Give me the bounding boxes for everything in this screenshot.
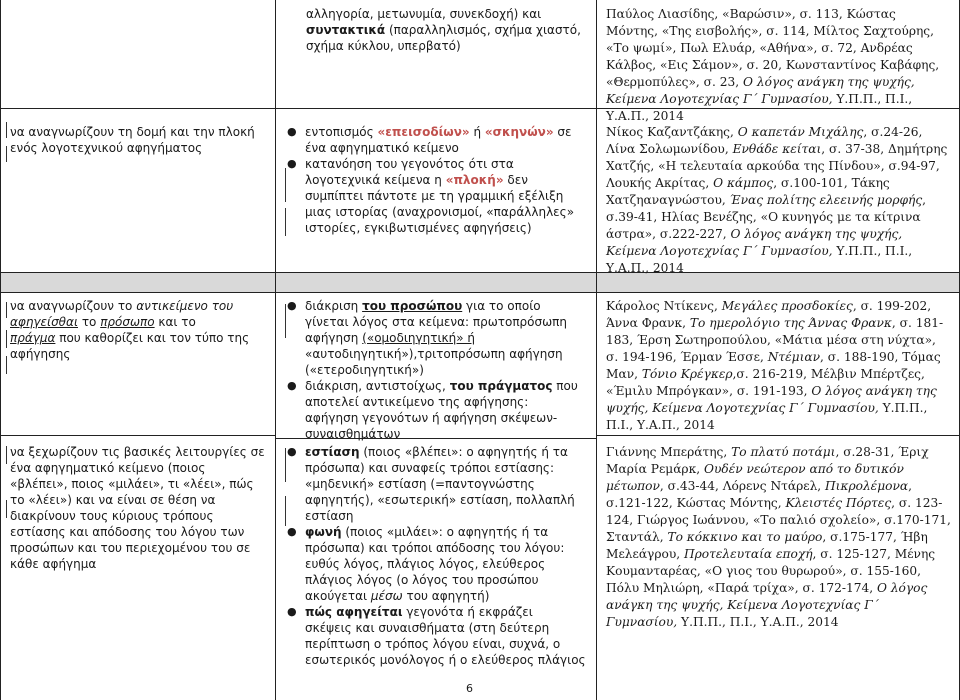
key-term: «πλοκή»	[445, 173, 504, 187]
emphasis-run: Ντέμιαν	[767, 350, 820, 364]
bullet-item	[287, 298, 591, 378]
text-run: Υ.Π.Π., Π.Ι.,	[832, 244, 913, 258]
text-line	[10, 314, 272, 330]
emphasis-run: Κείμενα Λογοτεχνίας Γ΄ Γυμνασίου,	[606, 244, 833, 258]
text-run: αλληγορία, μετωνυμία, συνεκδοχή) και	[306, 7, 542, 21]
text-run: διάκριση	[305, 299, 363, 313]
text-run: συμπίπτει πάντοτε με τη γραμμική εξέλιξη	[305, 189, 564, 203]
emphasis-run: ψυχής, Κείμενα Λογοτεχνίας Γ΄ Γυμνασίου,	[606, 401, 879, 415]
text-run: Γιάννης Μπεράτης,	[606, 445, 732, 459]
text-run: κάθε αφήγημα	[10, 557, 97, 571]
emphasis-run: του προσώπου	[362, 299, 463, 313]
text-line	[606, 315, 956, 332]
text-line	[606, 141, 956, 158]
text-line	[606, 23, 956, 40]
text-run: ιστορίες, εγκιβωτισμένες αφηγήσεις)	[305, 221, 532, 235]
text-line	[606, 597, 956, 614]
emphasis-run: Προτελευταία εποχή	[684, 547, 813, 561]
bullet-icon: ●	[287, 125, 297, 138]
text-run: αφηγητής), «εσωτερική» εστίαση, πολλαπλή	[305, 493, 575, 507]
bullet-icon: ●	[287, 525, 297, 538]
text-run: («ετεροδιηγητική»)	[305, 363, 424, 377]
emphasis-run: φωνή	[305, 525, 342, 539]
text-run: (ποιος «μιλάει»: ο αφηγητής ή τα	[341, 525, 549, 539]
change-mark	[6, 146, 7, 162]
text-run: μιας ιστορίας (αναχρονισμοί, «παράλληλες»	[305, 205, 575, 219]
text-run: ,	[922, 193, 927, 207]
text-run: το	[78, 315, 101, 329]
text-run: άστρα», σ.222-227,	[606, 227, 731, 241]
emphasis-run: Μεγάλες προσδοκίες	[721, 299, 853, 313]
emphasis-run: Ουδέν νεώτερον από το δυτικόν	[703, 462, 904, 476]
text-run: 124, Γιώργος Ιωάννου, «Το παλιό σχολείο», σ.170-171,	[606, 513, 951, 527]
change-mark	[6, 122, 7, 138]
text-run: σχήμα κύκλου, υπερβατό)	[306, 39, 461, 53]
text-run: διακρίνουν τους κύριους τρόπους	[10, 509, 214, 523]
text-run: Λουκής Ακρίτας,	[606, 176, 714, 190]
text-run: ,	[908, 479, 912, 493]
row4-texts-cell	[606, 444, 956, 631]
text-run: Πόλυ Μηλιώρη, «Παρά τρίχα», σ. 172-174,	[606, 581, 877, 595]
text-run: Χατζηαναγνώστου,	[606, 193, 730, 207]
text-line	[10, 556, 272, 572]
text-run: δεν	[503, 173, 528, 187]
text-line	[306, 6, 588, 22]
text-run: να αναγνωρίζουν τη δομή και την πλοκή	[10, 125, 255, 139]
text-line	[606, 529, 956, 546]
change-mark	[285, 496, 286, 526]
text-line	[10, 444, 272, 460]
text-run: , σ. 199-202,	[852, 299, 932, 313]
text-line	[606, 124, 956, 141]
emphasis-run: συντακτικά	[306, 23, 386, 37]
text-line	[10, 476, 272, 492]
text-run: Νίκος Καζαντζάκης,	[606, 125, 738, 139]
text-line	[10, 298, 272, 314]
emphasis-run: μέτωπον	[606, 479, 660, 493]
emphasis-run: Το πλατύ ποτάμι	[731, 445, 836, 459]
emphasis-run: Το ημερολόγιο της Άννας Φρανκ	[689, 316, 892, 330]
text-run: Μελεάγρου,	[606, 547, 685, 561]
bullet-item	[287, 524, 591, 604]
bullet-item	[287, 378, 591, 442]
text-line	[606, 383, 956, 400]
text-run: αφήγησης	[10, 347, 71, 361]
text-line	[305, 378, 591, 394]
bullet-text	[305, 444, 591, 524]
text-run: Υ.Π.Π.,	[878, 401, 928, 415]
row1-goals-cell	[306, 6, 588, 54]
text-line	[305, 220, 591, 236]
text-run: συναισθημάτων	[305, 427, 401, 441]
text-line	[305, 204, 591, 220]
text-line	[606, 349, 956, 366]
text-run: για το οποίο	[462, 299, 541, 313]
text-run: , σ. 125-127, Μένης	[812, 547, 936, 561]
text-line	[10, 492, 272, 508]
text-run: , σ.175-177, Ήβη	[822, 530, 928, 544]
text-line	[305, 540, 591, 556]
emphasis-run: Ενθάδε κείται	[732, 142, 822, 156]
emphasis-run: («ομοδιηγητική» ή	[362, 331, 475, 345]
text-run: ενός λογοτεχνικού αφηγήματος	[10, 141, 203, 155]
text-run: (ποιος «βλέπει»: ο αφηγητής ή τα	[359, 445, 568, 459]
text-run: Χατζής, «Η τελευταία αρκούδα της Πίνδου», σ.94-97,	[606, 159, 940, 173]
text-run: σε	[553, 125, 572, 139]
text-run: Λίνα Σολωμωνίδου,	[606, 142, 733, 156]
text-line	[305, 188, 591, 204]
text-run: «Θερμοπύλες», σ. 23,	[606, 75, 743, 89]
emphasis-run: πρόσωπο	[100, 315, 155, 329]
text-run: εντοπισμός	[305, 125, 378, 139]
text-run: διάκριση, αντιστοίχως,	[305, 379, 450, 393]
text-run: Υ.Π.Π., Π.Ι.,	[832, 92, 913, 106]
text-run: Άννα Φρανκ,	[606, 316, 690, 330]
bullet-icon: ●	[287, 379, 297, 392]
change-mark	[285, 208, 286, 236]
text-line	[606, 158, 956, 175]
text-line	[606, 243, 956, 260]
text-line	[305, 588, 591, 604]
text-run: Σταντάλ,	[606, 530, 668, 544]
text-line	[305, 476, 591, 492]
text-line	[10, 460, 272, 476]
emphasis-run: Κείμενα Λογοτεχνίας Γ΄ Γυμνασίου,	[606, 92, 833, 106]
emphasis-run: Ο καπετάν Μιχάλης	[737, 125, 864, 139]
text-run: γίνεται λόγος στα κείμενα: πρωτοπρόσωπη	[305, 315, 567, 329]
text-run: και το	[154, 315, 196, 329]
text-line	[606, 563, 956, 580]
text-run: να αναγνωρίζουν το	[10, 299, 137, 313]
text-line	[606, 226, 956, 243]
change-mark	[285, 168, 286, 202]
emphasis-run: Πικρολέμονα	[825, 479, 909, 493]
text-run: «βλέπει», ποιος «μιλάει», τι «λέει», πώς	[10, 477, 254, 491]
row4-goals-cell	[287, 444, 591, 668]
emphasis-run: εστίαση	[305, 445, 360, 459]
text-line	[305, 410, 591, 426]
row4-objective-cell	[10, 444, 272, 572]
change-mark	[6, 302, 7, 318]
text-run: λογοτεχνικά κείμενα η	[305, 173, 446, 187]
text-run: , σ.24-26,	[863, 125, 923, 139]
text-run: αποτελεί αντικείμενο της αφήγησης:	[305, 395, 529, 409]
row3-objective-cell	[10, 298, 272, 362]
emphasis-run: Τόνιο Κρέγκερ	[641, 367, 733, 381]
text-run: , σ.28-31, Έριχ	[835, 445, 929, 459]
text-run: ευθύς λόγος, πλάγιος λόγος, ελεύθερος	[305, 557, 546, 571]
text-line	[606, 444, 956, 461]
text-run: Υ.Π.Π., Π.Ι., Υ.Α.Π., 2014	[677, 615, 839, 629]
bullet-icon: ●	[287, 157, 297, 170]
emphasis-run: του πράγματος	[449, 379, 553, 393]
text-run: πρόσωπα) και συναφείς τρόποι εστίασης:	[305, 461, 555, 475]
row1-texts-cell	[606, 6, 956, 125]
text-run: περίπτωση ο τρόπος λόγου είναι, συχνά, ο	[305, 637, 561, 651]
text-run: , σ.100-101, Τάκης	[773, 176, 890, 190]
column-divider-2	[596, 0, 597, 700]
bullet-text	[305, 156, 591, 236]
change-mark	[6, 356, 7, 374]
text-line	[305, 652, 591, 668]
text-line	[305, 156, 591, 172]
emphasis-run: Ο λόγος ανάγκη της ψυχής,	[743, 75, 915, 89]
bullet-text	[305, 124, 591, 156]
bullet-item	[287, 444, 591, 524]
text-run: Υ.Α.Π., 2014	[606, 109, 684, 123]
text-line	[305, 572, 591, 588]
emphasis-run: πώς αφηγείται	[305, 605, 403, 619]
text-line	[305, 140, 591, 156]
change-mark	[6, 500, 7, 518]
text-line	[606, 478, 956, 495]
text-line	[305, 460, 591, 476]
emphasis-run: Ο κάμπος	[713, 176, 774, 190]
text-run: εσωτερικός μονόλογος ή ο ελεύθερος πλάγιος	[305, 653, 586, 667]
text-line	[606, 298, 956, 315]
text-line	[306, 22, 588, 38]
bullet-text	[305, 524, 591, 604]
text-line	[10, 540, 272, 556]
text-run: (παραλληλισμός, σχήμα χιαστό,	[385, 23, 581, 37]
text-line	[606, 495, 956, 512]
text-run: «Το ψωμί», Πωλ Ελυάρ, «Αθήνα», σ. 72, Ανδρέας	[606, 41, 913, 55]
emphasis-run: ανάγκη της ψυχής, Κείμενα Λογοτεχνίας Γ΄	[606, 598, 879, 612]
text-run: του αφηγητή)	[402, 589, 490, 603]
bullet-item	[287, 124, 591, 156]
text-line	[606, 332, 956, 349]
emphasis-run: Κλειστές Πόρτες	[785, 496, 892, 510]
text-run: , σ. 123-	[891, 496, 943, 510]
text-run: , σ. 181-	[891, 316, 944, 330]
text-line	[305, 330, 591, 346]
text-line	[606, 57, 956, 74]
text-line	[606, 580, 956, 597]
text-line	[606, 6, 956, 23]
row2-goals-cell	[287, 124, 591, 236]
text-line	[305, 362, 591, 378]
text-line	[305, 394, 591, 410]
table-border-left	[0, 0, 1, 700]
text-run: πλάγιος λόγος (ο λόγος του προσώπου	[305, 573, 539, 587]
text-line	[10, 140, 272, 156]
text-line	[305, 124, 591, 140]
row2-objective-cell	[10, 124, 272, 156]
text-run: Κάλβος, «Εις Σάμον», σ. 20, Κωνσταντίνος Καβάφης,	[606, 58, 940, 72]
emphasis-run: Ο λόγος	[876, 581, 928, 595]
key-term: «επεισοδίων»	[377, 125, 470, 139]
change-mark	[285, 448, 286, 482]
text-run: ακούγεται	[305, 589, 371, 603]
text-line	[606, 40, 956, 57]
text-run: ένα αφηγηματικό κείμενο	[305, 141, 459, 155]
emphasis-run: Ο λόγος ανάγκη της ψυχής,	[730, 227, 903, 241]
text-line	[606, 366, 956, 383]
section-bottom-border	[0, 292, 960, 293]
bullet-icon: ●	[287, 605, 297, 618]
key-term: «σκηνών»	[484, 125, 554, 139]
bullet-icon: ●	[287, 299, 297, 312]
text-run: που καθορίζει και τον τύπο της	[55, 331, 250, 345]
text-run: Μαν,	[606, 367, 642, 381]
text-line	[606, 74, 956, 91]
emphasis-run: Γυμνασίου,	[606, 615, 678, 629]
text-run: πρόσωπα) και τρόποι απόδοσης του λόγου:	[305, 541, 565, 555]
text-line	[606, 209, 956, 226]
change-mark	[285, 304, 286, 338]
bullet-text	[305, 604, 591, 668]
row2-texts-cell	[606, 124, 956, 277]
bullet-item	[287, 604, 591, 668]
page-number: 6	[466, 682, 473, 695]
text-line	[305, 314, 591, 330]
text-line	[10, 124, 272, 140]
emphasis-run: Ο λόγος ανάγκη της	[811, 384, 937, 398]
text-line	[606, 512, 956, 529]
row-divider-3	[0, 435, 275, 436]
row3-texts-cell	[606, 298, 956, 434]
text-line	[10, 330, 272, 346]
text-run: γεγονότα ή εκφράζει	[402, 605, 533, 619]
text-run: το «λέει») και να είναι σε θέση να	[10, 493, 216, 507]
text-line	[606, 400, 956, 417]
text-run: αφήγηση	[305, 331, 363, 345]
text-run: ένα αφηγηματικό κείμενο (ποιος	[10, 461, 206, 475]
text-line	[606, 108, 956, 125]
text-line	[10, 508, 272, 524]
text-line	[305, 492, 591, 508]
text-line	[305, 346, 591, 362]
text-run: , σ.43-44, Λόρενς Ντάρελ,	[659, 479, 826, 493]
text-line	[10, 346, 272, 362]
text-run: κατανόηση του γεγονότος ότι στα	[305, 157, 514, 171]
text-line	[305, 298, 591, 314]
text-run: Μόντης, «Της εισβολής», σ. 114, Μίλτος Σαχτούρης,	[606, 24, 935, 38]
text-run: «μηδενική» εστίαση (=παντογνώστης	[305, 477, 535, 491]
text-run: να ξεχωρίζουν τις βασικές λειτουργίες σε	[10, 445, 265, 459]
text-run: Παύλος Λιασίδης, «Βαρώσιν», σ. 113, Κώστας	[606, 7, 896, 21]
text-line	[305, 620, 591, 636]
text-run: σκέψεις και συναισθήματα (στη δεύτερη	[305, 621, 550, 635]
emphasis-run: πράγμα	[10, 331, 56, 345]
text-line	[305, 508, 591, 524]
emphasis-run: αφηγείσθαι	[10, 315, 78, 329]
text-run: αφήγηση γεγονότων ή αφήγηση σκέψεων-	[305, 411, 558, 425]
text-line	[606, 546, 956, 563]
text-line	[10, 524, 272, 540]
text-line	[305, 556, 591, 572]
text-line	[606, 614, 956, 631]
text-line	[606, 175, 956, 192]
text-run: προσώπων και του περιεχομένου του σε	[10, 541, 251, 555]
text-run: Π.Ι., Υ.Α.Π., 2014	[606, 418, 715, 432]
text-line	[305, 636, 591, 652]
text-run: σ.121-122, Κώστας Μόντης,	[606, 496, 786, 510]
text-run: ή	[469, 125, 485, 139]
text-run: «Έμιλυ Μπρόγκαν», σ. 191-193,	[606, 384, 812, 398]
text-line	[305, 172, 591, 188]
text-run: που	[552, 379, 578, 393]
text-run: , σ. 188-190, Τόμας	[820, 350, 941, 364]
row-divider-3	[596, 435, 960, 436]
bullet-text	[305, 378, 591, 442]
text-line	[306, 38, 588, 54]
text-run: Κουμανταρέας, «Ο γιος του θυρωρού», σ. 155-160,	[606, 564, 922, 578]
text-run: εστίασης και απόδοσης του λόγου των	[10, 525, 245, 539]
text-run: Μαρία Ρεμάρκ,	[606, 462, 704, 476]
text-line	[305, 426, 591, 442]
emphasis-run: αντικείμενο του	[136, 299, 234, 313]
row3-goals-cell	[287, 298, 591, 442]
change-mark	[6, 446, 7, 464]
bullet-icon: ●	[287, 445, 297, 458]
column-divider-1	[275, 0, 276, 700]
text-line	[305, 604, 591, 620]
text-run: Κάρολος Ντίκενς,	[606, 299, 722, 313]
change-mark	[6, 330, 7, 348]
text-run: , σ. 37-38, Δημήτρης	[821, 142, 948, 156]
text-line	[606, 192, 956, 209]
text-run: σ. 194-196, Έρμαν Έσσε,	[606, 350, 768, 364]
text-line	[606, 417, 956, 434]
text-line	[305, 444, 591, 460]
text-line	[606, 260, 956, 277]
text-line	[606, 461, 956, 478]
text-run: ,σ. 216-219, Μέλβιν Μπέρτζες,	[732, 367, 925, 381]
text-run: «αυτοδιηγητική»),τριτοπρόσωπη αφήγηση	[305, 347, 563, 361]
text-line	[606, 91, 956, 108]
emphasis-run: Το κόκκινο και το μαύρο	[667, 530, 823, 544]
text-run: 183, Έρση Σωτηροπούλου, «Μάτια μέσα στη νύχτα»,	[606, 333, 936, 347]
bullet-text	[305, 298, 591, 378]
emphasis-run: μέσω	[370, 589, 403, 603]
text-run: εστίαση	[305, 509, 354, 523]
emphasis-run: Ένας πολίτης ελεεινής μορφής	[729, 193, 923, 207]
bullet-item	[287, 156, 591, 236]
text-line	[305, 524, 591, 540]
text-run: σ.39-41, Ηλίας Βενέζης, «Ο κυνηγός με τα κίτρινα	[606, 210, 921, 224]
text-run: Υ.Α.Π., 2014	[606, 261, 684, 275]
